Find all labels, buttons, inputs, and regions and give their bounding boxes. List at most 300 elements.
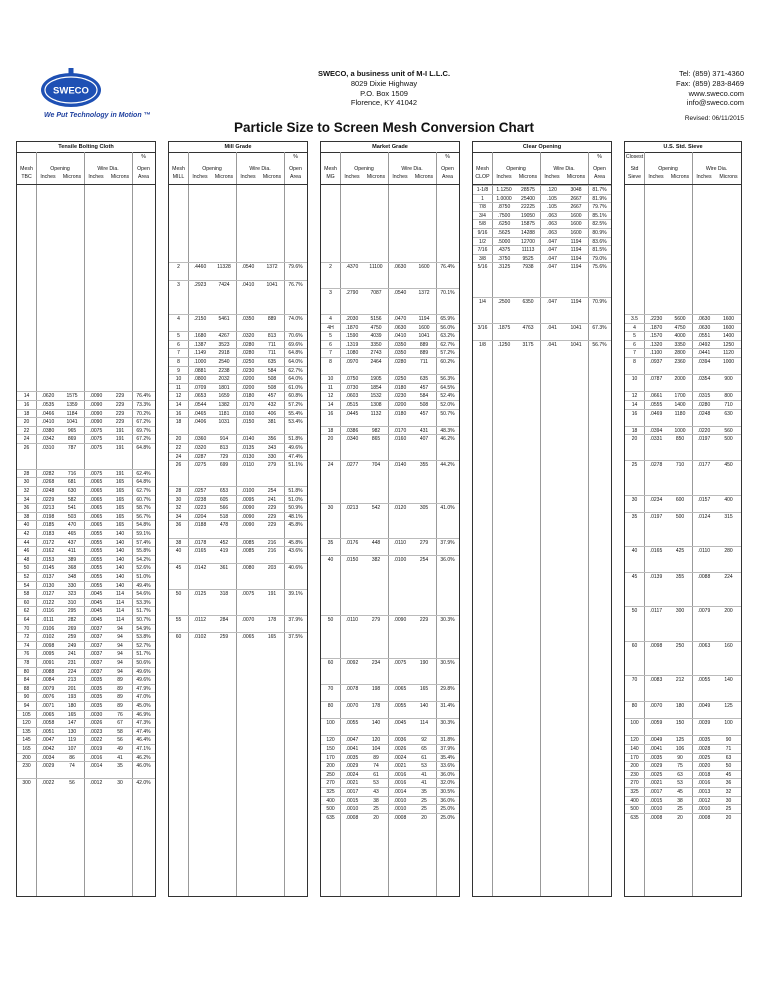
table-cell: 229: [115, 410, 125, 417]
table-cell: 191: [115, 470, 125, 477]
table-cell: .1100: [649, 350, 663, 357]
table-cell: 14: [175, 402, 182, 408]
table-cell: .0008: [649, 814, 663, 821]
table-cell: 46.2%: [440, 436, 455, 443]
table-cell: .0014: [393, 789, 407, 795]
table-row: [169, 520, 307, 530]
table-cell: 63: [725, 754, 732, 761]
table-cell: 22: [23, 427, 30, 434]
table-cell: 76: [23, 651, 30, 658]
table-cell: .0197: [697, 436, 711, 443]
open-header: Open: [441, 166, 454, 172]
address-city: Florence, KY 41042: [350, 98, 418, 108]
table-cell: .1250: [497, 341, 511, 348]
table-cell: .0116: [41, 608, 55, 615]
table-cell: 1180: [674, 410, 686, 417]
table-cell: 7/8: [479, 204, 486, 211]
table-cell: .0544: [193, 402, 207, 408]
table-cell: 35.4%: [440, 754, 455, 761]
table-cell: 6: [633, 341, 636, 348]
table-cell: .0045: [89, 617, 103, 623]
table-cell: .0280: [697, 402, 711, 408]
table-cell: .0881: [193, 367, 207, 374]
table-cell: 30: [631, 496, 638, 503]
table-cell: 76.4%: [136, 393, 151, 400]
table-cell: 75.6%: [592, 264, 607, 271]
table-cell: 229: [267, 513, 277, 520]
table-cell: 130: [67, 728, 77, 735]
table-cell: .0091: [41, 660, 55, 666]
table-cell: 2: [177, 264, 180, 271]
table-cell: 170: [326, 754, 335, 761]
table-cell: 5461: [218, 316, 230, 322]
table-cell: 24: [23, 436, 30, 443]
table-cell: .0250: [241, 359, 255, 365]
table-row: [169, 280, 307, 290]
table-cell: 400: [630, 797, 639, 804]
table-cell: 2000: [674, 376, 686, 383]
table-cell: 69.7%: [136, 427, 151, 434]
table-cell: 78: [23, 660, 30, 666]
table-cell: 259: [219, 634, 229, 641]
table-cell: .2790: [345, 290, 359, 297]
table-cell: 30.5%: [440, 660, 455, 666]
table-cell: .0045: [89, 608, 103, 615]
table-cell: .0287: [193, 453, 207, 460]
table-cell: 64.0%: [288, 359, 303, 365]
table-row: [169, 417, 307, 427]
table-cell: .0055: [89, 539, 103, 546]
table-cell: .0142: [193, 565, 207, 572]
table-cell: 63.2%: [440, 333, 455, 340]
table-cell: 160: [724, 642, 733, 649]
table-cell: .0730: [345, 384, 359, 391]
table-cell: 100: [630, 720, 639, 727]
table-cell: 36.0%: [440, 771, 455, 778]
table-cell: 45.8%: [288, 522, 303, 529]
table-cell: 25: [373, 806, 379, 813]
wire-inches-header: Inches: [544, 174, 560, 180]
table-cell: .0280: [393, 359, 407, 365]
table-cell: 18: [631, 427, 638, 434]
table-cell: 125: [724, 703, 733, 709]
table-row: [169, 589, 307, 599]
table-cell: .0331: [649, 436, 663, 443]
table-cell: .0661: [649, 393, 663, 400]
table-cell: 25400: [521, 195, 535, 202]
table-cell: 165: [267, 634, 277, 641]
tagline: We Put Technology in Motion ™: [44, 112, 151, 119]
table-cell: .0354: [697, 376, 711, 383]
table-cell: 52.7%: [136, 642, 151, 649]
table-cell: 1.0000: [496, 195, 512, 202]
table-cell: 62.7%: [136, 488, 151, 494]
wire-dia-header: Wire Dia.: [705, 166, 728, 172]
table-cell: 600: [675, 496, 685, 503]
table-cell: 716: [67, 470, 77, 477]
table-cell: 36: [725, 780, 732, 787]
table-cell: 300: [22, 780, 31, 787]
table-cell: .0120: [393, 505, 407, 512]
table-cell: 46.4%: [136, 737, 151, 744]
table-cell: 406: [267, 410, 277, 417]
table-cell: .047: [547, 238, 557, 245]
table-cell: 4763: [522, 324, 534, 331]
table-cell: .0630: [393, 264, 407, 271]
opening-header: Opening: [50, 166, 70, 172]
page-header: [0, 0, 768, 135]
table-cell: .0410: [393, 333, 407, 340]
table-cell: 190: [419, 660, 429, 666]
table-cell: 69.6%: [288, 341, 303, 348]
table-cell: 70.2%: [136, 410, 151, 417]
table-cell: .0010: [393, 806, 407, 813]
table-row: [321, 503, 459, 513]
header-rule: [321, 184, 459, 185]
table-cell: 7: [177, 350, 180, 357]
opening-microns-header: Microns: [214, 174, 234, 180]
table-cell: 51.7%: [136, 608, 151, 615]
table-cell: 107: [67, 746, 77, 752]
opening-header: Opening: [658, 166, 678, 172]
table-cell: 254: [419, 556, 429, 563]
table-cell: 1372: [266, 264, 278, 271]
table-cell: 145: [22, 737, 31, 744]
table-row: [321, 701, 459, 711]
table-cell: .0049: [649, 737, 663, 744]
table-cell: 4750: [674, 324, 686, 331]
table-cell: 25: [421, 797, 427, 804]
area-header: Area: [290, 174, 301, 180]
table-cell: 52: [23, 574, 30, 580]
table-cell: .0250: [393, 376, 407, 383]
table-cell: .0620: [41, 393, 55, 400]
table-cell: 605: [219, 496, 229, 503]
table-cell: 180: [67, 703, 77, 709]
table-cell: 147: [67, 720, 77, 727]
table-cell: 45.0%: [136, 703, 151, 709]
table-cell: .0080: [241, 565, 255, 572]
table-cell: .0071: [41, 703, 55, 709]
table-cell: 62.7%: [440, 341, 455, 348]
table-row: [625, 374, 741, 384]
percent-header: %: [445, 154, 450, 160]
table-cell: 250: [326, 771, 335, 778]
table-cell: .0787: [649, 376, 663, 383]
table-cell: 25: [677, 806, 683, 813]
table-cell: 20: [175, 436, 182, 443]
table-cell: 56: [69, 780, 75, 787]
table-cell: .047: [547, 255, 557, 262]
wire-dia-header: Wire Dia.: [97, 166, 119, 172]
table-cell: .0065: [89, 505, 103, 512]
table-cell: 2918: [218, 350, 230, 357]
table-cell: 106: [675, 746, 685, 752]
table-row: [625, 409, 741, 419]
table-cell: 1308: [370, 402, 382, 408]
table-cell: .047: [547, 247, 557, 254]
table-cell: 83.6%: [592, 238, 607, 245]
table-cell: 32: [725, 789, 732, 795]
table-cell: 653: [219, 488, 229, 494]
table-cell: .0248: [697, 410, 711, 417]
table-cell: .0229: [41, 496, 55, 503]
table-cell: 24: [175, 453, 182, 460]
table-cell: 9/16: [477, 230, 488, 236]
table-cell: .0029: [41, 763, 55, 770]
table-cell: 3350: [674, 341, 686, 348]
table-cell: .0551: [697, 333, 711, 340]
table-cell: 254: [267, 488, 277, 494]
email-link[interactable]: info@sweco.com: [686, 98, 744, 108]
table-cell: 120: [371, 737, 381, 744]
table-cell: .0010: [345, 806, 359, 813]
table-cell: 89: [373, 754, 379, 761]
table-cell: 178: [267, 617, 277, 623]
company-address: [0, 69, 768, 108]
table-cell: 72: [23, 634, 30, 641]
table-cell: 28: [175, 488, 182, 494]
table-cell: 50: [725, 763, 732, 770]
table-cell: 229: [115, 419, 125, 426]
table-row: [625, 546, 741, 556]
table-cell: 35: [327, 539, 334, 546]
table-row: [625, 641, 741, 651]
table-cell: 94: [117, 642, 123, 649]
table-cell: 54.9%: [136, 625, 151, 632]
table-cell: .0095: [41, 651, 55, 658]
table-cell: 241: [267, 496, 277, 503]
table-cell: 710: [675, 462, 685, 469]
table-cell: 140: [419, 703, 429, 709]
table-cell: .0037: [89, 668, 103, 675]
table-cell: 41: [421, 771, 427, 778]
table-cell: 1041: [570, 324, 582, 331]
table-cell: 30: [327, 505, 334, 512]
table-cell: .120: [547, 187, 557, 193]
section-title: Market Grade: [321, 142, 459, 153]
table-cell: .105: [547, 204, 557, 211]
table-cell: .0083: [649, 677, 663, 684]
table-cell: 114: [116, 608, 124, 615]
table-cell: 11113: [521, 247, 535, 254]
table-cell: 104: [371, 746, 381, 752]
table-cell: 50.7%: [440, 410, 455, 417]
wire-dia-header: Wire Dia.: [401, 166, 423, 172]
table-cell: .1149: [193, 350, 207, 357]
opening-microns-header: Microns: [62, 174, 82, 180]
table-cell: 31.8%: [440, 737, 455, 744]
table-cell: 201: [67, 685, 77, 692]
table-cell: 165: [115, 479, 125, 486]
table-cell: .0065: [393, 685, 407, 692]
table-cell: 12: [327, 393, 334, 400]
table-cell: 54.2%: [136, 556, 151, 563]
table-row: [473, 323, 611, 333]
conversion-table: [0, 141, 768, 981]
opening-inches-header: Inches: [496, 174, 512, 180]
revision-date: Revised: 06/11/2015: [684, 115, 744, 122]
table-cell: .0013: [697, 789, 711, 795]
table-cell: 60: [23, 599, 30, 606]
table-cell: .0065: [89, 513, 103, 520]
table-cell: 94: [23, 703, 30, 709]
table-cell: 49.6%: [288, 445, 303, 451]
table-cell: .0465: [193, 410, 207, 417]
table-cell: .0036: [393, 737, 407, 744]
table-cell: 1532: [370, 393, 382, 400]
table-cell: .0051: [41, 728, 55, 735]
std-header: Std: [630, 166, 639, 172]
table-cell: 30: [117, 780, 123, 787]
table-cell: 282: [67, 617, 77, 623]
table-cell: 889: [419, 350, 429, 357]
table-cell: 165: [115, 513, 125, 520]
table-cell: 1600: [722, 316, 735, 322]
table-cell: .3125: [497, 264, 511, 271]
table-cell: .0445: [345, 410, 359, 417]
table-cell: .0055: [345, 720, 359, 727]
table-cell: 70: [327, 685, 334, 692]
table-cell: .0110: [241, 462, 255, 469]
table-cell: .0102: [193, 634, 207, 641]
table-cell: 325: [326, 789, 335, 795]
table-cell: 60: [327, 660, 334, 666]
table-cell: 787: [67, 445, 77, 451]
table-cell: 120: [326, 737, 335, 744]
table-cell: 965: [67, 427, 77, 434]
table-cell: .0280: [241, 341, 255, 348]
table-cell: 67.2%: [136, 436, 151, 443]
table-cell: 6: [329, 341, 332, 348]
table-cell: 45: [677, 789, 683, 795]
table-cell: .0185: [41, 522, 55, 529]
table-cell: .0010: [393, 797, 407, 804]
table-cell: 7087: [370, 290, 382, 297]
table-cell: .0017: [649, 789, 663, 795]
table-cell: 1400: [674, 402, 686, 408]
table-cell: 74.0%: [288, 316, 303, 322]
table-cell: 1132: [370, 410, 382, 417]
percent-header: %: [141, 154, 146, 160]
table-cell: .0172: [41, 539, 55, 546]
table-cell: 729: [219, 453, 229, 460]
table-row: [625, 357, 741, 367]
table-cell: .0268: [41, 479, 55, 486]
table-cell: .0075: [241, 591, 255, 598]
section-title: Mill Grade: [169, 142, 307, 153]
table-cell: 114: [116, 599, 124, 606]
table-cell: 26: [175, 462, 182, 469]
table-cell: 89: [117, 703, 123, 709]
table-cell: 60: [631, 642, 638, 649]
table-cell: 90: [725, 737, 732, 744]
table-cell: 635: [267, 359, 277, 365]
table-cell: .0095: [241, 496, 255, 503]
table-cell: .2230: [649, 316, 663, 322]
opening-microns-header: Microns: [670, 174, 690, 180]
table-cell: .0177: [697, 462, 711, 469]
table-cell: 60.2%: [440, 359, 455, 365]
table-cell: .0058: [41, 720, 55, 727]
table-cell: .0204: [193, 513, 207, 520]
table-cell: .0630: [697, 324, 711, 331]
table-cell: 4039: [370, 333, 382, 340]
table-cell: 54.6%: [136, 591, 151, 598]
table-cell: .0042: [41, 746, 55, 752]
table-cell: .0223: [193, 505, 207, 512]
opening-inches-header: Inches: [344, 174, 360, 180]
table-cell: 1041: [570, 341, 582, 348]
table-cell: 470: [67, 522, 77, 529]
table-cell: .0176: [345, 539, 359, 546]
table-cell: 1250: [722, 341, 735, 348]
table-row: [321, 718, 459, 728]
table-cell: 1600: [570, 230, 582, 236]
table-cell: 1700: [674, 393, 686, 400]
wire-microns-header: Microns: [414, 174, 434, 180]
table-cell: 114: [116, 617, 124, 623]
table-row: [321, 615, 459, 625]
table-row: [625, 460, 741, 470]
table-cell: 140: [115, 565, 125, 572]
table-cell: .0055: [89, 582, 103, 589]
table-cell: .0350: [241, 316, 255, 322]
table-cell: 73.3%: [136, 402, 151, 408]
website-link[interactable]: www.sweco.com: [688, 88, 744, 98]
table-cell: 37.9%: [440, 539, 455, 546]
table-cell: .0016: [697, 780, 711, 787]
table-cell: 62.4%: [136, 470, 151, 477]
table-cell: .0098: [41, 642, 55, 649]
table-cell: 80: [327, 703, 334, 709]
mesh-header: Mesh: [476, 166, 489, 172]
table-cell: .0145: [41, 565, 55, 572]
section-title: Tensile Bolting Cloth: [17, 142, 155, 153]
table-cell: .0035: [345, 754, 359, 761]
table-cell: 7: [329, 350, 332, 357]
table-cell: 61: [373, 771, 379, 778]
table-cell: 140: [115, 574, 125, 580]
table-cell: 20: [677, 814, 683, 821]
table-cell: 448: [371, 539, 381, 546]
table-cell: 1181: [218, 410, 230, 417]
table-cell: 135: [22, 728, 31, 735]
mesh-header: Mesh: [172, 166, 185, 172]
table-cell: .0406: [193, 419, 207, 426]
table-cell: .0213: [345, 505, 359, 512]
table-cell: 3/16: [477, 324, 488, 331]
table-cell: .0070: [345, 703, 359, 709]
area-header: Area: [594, 174, 605, 180]
table-cell: 500: [326, 806, 335, 813]
table-cell: 203: [267, 565, 277, 572]
table-cell: 42: [23, 531, 30, 537]
table-cell: .0029: [345, 763, 359, 770]
table-cell: .0026: [89, 720, 103, 727]
table-cell: .0110: [697, 548, 711, 555]
table-cell: 419: [219, 548, 229, 555]
table-cell: 216: [267, 548, 277, 555]
table-cell: 63: [677, 771, 683, 778]
table-cell: 165: [115, 522, 125, 529]
table-cell: .2500: [497, 298, 511, 305]
table-cell: 20: [421, 814, 427, 821]
table-cell: 47.4%: [136, 728, 151, 735]
table-cell: 150: [675, 720, 685, 727]
table-cell: .0022: [89, 737, 103, 744]
table-cell: .0112: [193, 617, 207, 623]
